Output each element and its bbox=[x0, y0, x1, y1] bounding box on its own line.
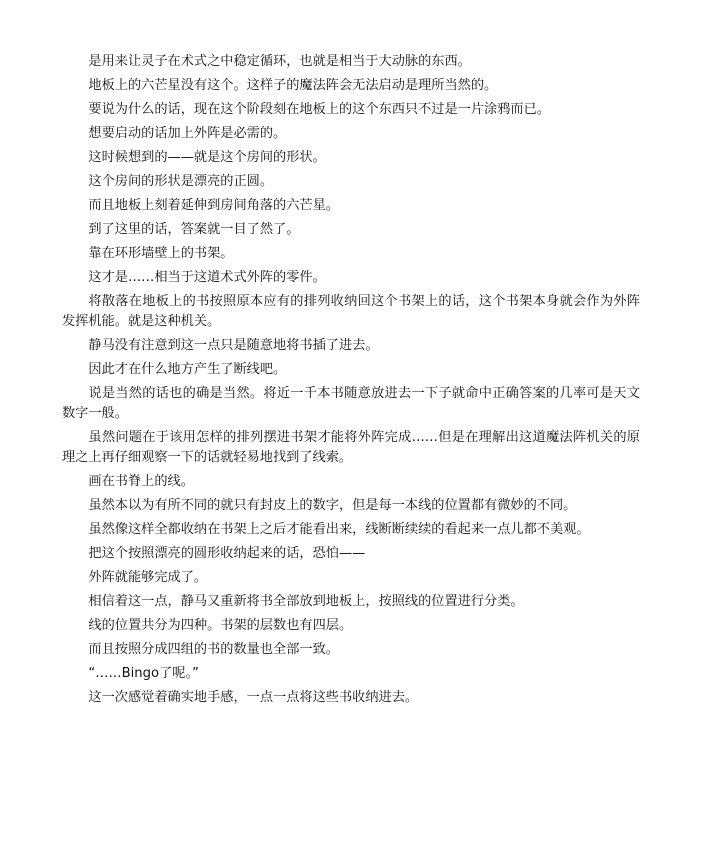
paragraph: 是用来让灵子在术式之中稳定循环，也就是相当于大动脉的东西。 bbox=[88, 54, 471, 69]
paragraph: 画在书脊上的线。 bbox=[88, 474, 194, 489]
document-body bbox=[62, 52, 640, 712]
paragraph: 虽然像这样全都收纳在书架上之后才能看出来，线断断续续的看起来一点儿都不美观。 bbox=[88, 522, 590, 537]
paragraph: “……Bingo了呢。” bbox=[88, 666, 199, 681]
paragraph: 把这个按照漂亮的圆形收纳起来的话，恐怕—— bbox=[88, 546, 366, 561]
paragraph: 想要启动的话加上外阵是必需的。 bbox=[88, 126, 287, 141]
paragraph: 因此才在什么地方产生了断线吧。 bbox=[88, 362, 287, 377]
paragraph: 说是当然的话也的确是当然。将近一千本书随意放进去一下子就命中正确答案的几率可是天文数字一般。 bbox=[62, 386, 640, 421]
paragraph: 将散落在地板上的书按照原本应有的排列收纳回这个书架上的话，这个书架本身就会作为外阵发挥机能。就是这种机关。 bbox=[62, 294, 640, 329]
paragraph: 到了这里的话，答案就一目了然了。 bbox=[88, 222, 300, 237]
paragraph: 这才是……相当于这道术式外阵的零件。 bbox=[88, 270, 326, 285]
paragraph: 静马没有注意到这一点只是随意地将书插了进去。 bbox=[88, 338, 379, 353]
paragraph: 相信着这一点，静马又重新将书全部放到地板上，按照线的位置进行分类。 bbox=[88, 594, 524, 609]
paragraph: 这时候想到的——就是这个房间的形状。 bbox=[88, 150, 326, 165]
paragraph: 线的位置共分为四种。书架的层数也有四层。 bbox=[88, 618, 353, 633]
paragraph: 而且按照分成四组的书的数量也全部一致。 bbox=[88, 642, 339, 657]
paragraph: 虽然问题在于该用怎样的排列摆进书架才能将外阵完成……但是在理解出这道魔法阵机关的原理之上再仔细观察一下的话就轻易地找到了线索。 bbox=[62, 430, 640, 465]
paragraph: 这一次感觉着确实地手感，一点一点将这些书收纳进去。 bbox=[88, 690, 419, 705]
paragraph: 这个房间的形状是漂亮的正圆。 bbox=[88, 174, 274, 189]
paragraph: 地板上的六芒星没有这个。这样子的魔法阵会无法启动是理所当然的。 bbox=[88, 78, 498, 93]
paragraph: 靠在环形墙壁上的书架。 bbox=[88, 246, 234, 261]
paragraph: 外阵就能够完成了。 bbox=[88, 570, 208, 585]
paragraph: 要说为什么的话，现在这个阶段刻在地板上的这个东西只不过是一片涂鸦而已。 bbox=[88, 102, 550, 117]
paragraph: 虽然本以为有所不同的就只有封皮上的数字，但是每一本线的位置都有微妙的不同。 bbox=[88, 498, 577, 513]
paragraph: 而且地板上刻着延伸到房间角落的六芒星。 bbox=[88, 198, 339, 213]
